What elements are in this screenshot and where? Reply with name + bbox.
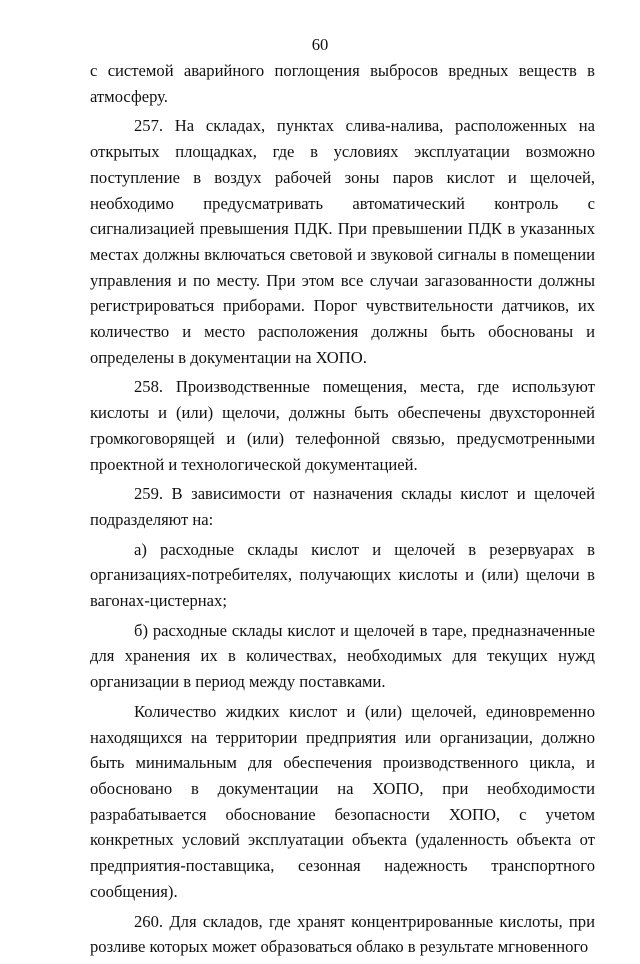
document-body	[90, 58, 595, 964]
paragraph-259-item-a: а) расходные склады кислот и щелочей в резервуарах в организациях-потребителях, получающих кислоты и (или) щелочи в вагонах-цистернах;	[90, 539, 595, 611]
paragraph-257: 257. На складах, пунктах слива-налива, расположенных на открытых площадках, где в условиях эксплуатации возможно поступление в воздух рабочей зоны паров кислот и щелочей, необходимо предусматривать автоматический контроль с сигнализацией превышения ПДК. При превышении ПДК в указанных местах должны включаться световой и звуковой сигналы в помещении управления и по месту. При этом все случаи загазованности должны регистрироваться приборами. Порог чувствительности датчиков, их количество и место расположения должны быть обоснованы и определены в документации на ХОПО.	[90, 116, 595, 367]
paragraph-continuation: с системой аварийного поглощения выбросов вредных веществ в атмосферу.	[90, 61, 595, 106]
paragraph-259: 259. В зависимости от назначения склады кислот и щелочей подразделяют на:	[90, 484, 595, 529]
paragraph-258: 258. Производственные помещения, места, где используют кислоты и (или) щелочи, должны быть обеспечены двухсторонней громкоговорящей и (или) телефонной связью, предусмотренными проектной и технологической документацией.	[90, 377, 595, 474]
page-number: 60	[311, 35, 329, 54]
paragraph-260: 260. Для складов, где хранят концентрированные кислоты, при розливе которых может образоваться облако в результате мгновенного	[90, 911, 595, 957]
paragraph-259-item-b: б) расходные склады кислот и щелочей в таре, предназначенные для хранения их в количествах, необходимых для текущих нужд организации в период между поставками.	[90, 620, 595, 692]
paragraph-quantity: Количество жидких кислот и (или) щелочей, единовременно находящихся на территории предприятия или организации, должно быть минимальным для обеспечения производственного цикла, и обосновано в документации на ХОПО, при необходимости разрабатывается обоснование безопасности ХОПО, с учетом конкретных условий эксплуатации объекта (удаленность объекта от предприятия-поставщика, сезонная надежность транспортного сообщения).	[90, 701, 595, 901]
